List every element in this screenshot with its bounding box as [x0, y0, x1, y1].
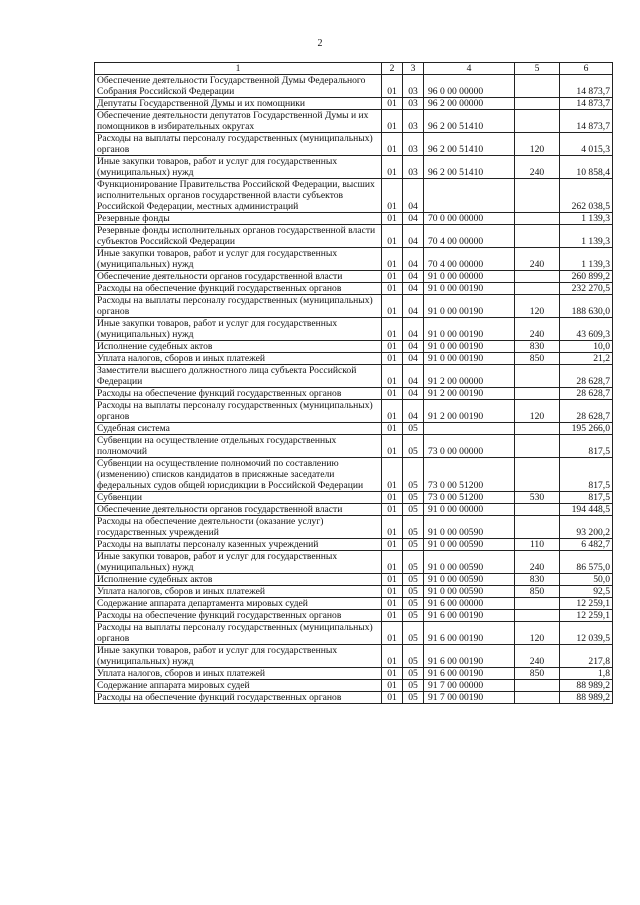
- budget-table: [94, 62, 613, 704]
- item-name-cell: Иные закупки товаров, работ и услуг для государственных (муниципальных) нужд: [95, 551, 382, 574]
- item-name-cell: Расходы на выплаты персоналу государственных (муниципальных) органов: [95, 622, 382, 645]
- amount-cell: 12 259,1: [560, 610, 613, 622]
- table-row: [95, 318, 613, 341]
- expense-type-cell: 120: [515, 622, 560, 645]
- subsection-code-cell: 04: [403, 353, 424, 365]
- target-article-cell: 91 0 00 00190: [424, 295, 515, 318]
- item-name-cell: Субвенции: [95, 492, 382, 504]
- subsection-code-cell: 05: [403, 622, 424, 645]
- target-article-cell: 91 2 00 00190: [424, 388, 515, 400]
- expense-type-cell: 240: [515, 248, 560, 271]
- item-name-cell: Иные закупки товаров, работ и услуг для государственных (муниципальных) нужд: [95, 248, 382, 271]
- table-row: [95, 458, 613, 492]
- table-row: [95, 365, 613, 388]
- target-article-cell: 91 0 00 00190: [424, 353, 515, 365]
- section-code-cell: 01: [382, 213, 403, 225]
- section-code-cell: 01: [382, 516, 403, 539]
- subsection-code-cell: 04: [403, 283, 424, 295]
- expense-type-cell: [515, 680, 560, 692]
- section-code-cell: 01: [382, 225, 403, 248]
- target-article-cell: 70 4 00 00000: [424, 248, 515, 271]
- amount-cell: 1,8: [560, 668, 613, 680]
- amount-cell: 10 858,4: [560, 156, 613, 179]
- item-name-cell: Содержание аппарата мировых судей: [95, 680, 382, 692]
- section-code-cell: 01: [382, 75, 403, 98]
- target-article-cell: 91 6 00 00190: [424, 645, 515, 668]
- section-code-cell: 01: [382, 458, 403, 492]
- subsection-code-cell: 05: [403, 598, 424, 610]
- item-name-cell: Расходы на обеспечение функций государственных органов: [95, 388, 382, 400]
- section-code-cell: 01: [382, 692, 403, 704]
- section-code-cell: 01: [382, 598, 403, 610]
- target-article-cell: 96 2 00 51410: [424, 110, 515, 133]
- target-article-cell: 91 0 00 00190: [424, 283, 515, 295]
- table-row: [95, 341, 613, 353]
- target-article-cell: 91 0 00 00000: [424, 504, 515, 516]
- amount-cell: 12 039,5: [560, 622, 613, 645]
- section-code-cell: 01: [382, 271, 403, 283]
- amount-cell: 50,0: [560, 574, 613, 586]
- table-row: [95, 668, 613, 680]
- target-article-cell: 73 0 00 00000: [424, 435, 515, 458]
- table-row: [95, 598, 613, 610]
- amount-cell: 14 873,7: [560, 75, 613, 98]
- item-name-cell: Уплата налогов, сборов и иных платежей: [95, 353, 382, 365]
- subsection-code-cell: 04: [403, 365, 424, 388]
- target-article-cell: 96 2 00 00000: [424, 98, 515, 110]
- section-code-cell: 01: [382, 492, 403, 504]
- amount-cell: 217,8: [560, 645, 613, 668]
- amount-cell: 93 200,2: [560, 516, 613, 539]
- item-name-cell: Иные закупки товаров, работ и услуг для государственных (муниципальных) нужд: [95, 645, 382, 668]
- item-name-cell: Расходы на обеспечение функций государственных органов: [95, 610, 382, 622]
- amount-cell: 188 630,0: [560, 295, 613, 318]
- subsection-code-cell: 04: [403, 388, 424, 400]
- header-row: [95, 63, 613, 75]
- section-code-cell: 01: [382, 610, 403, 622]
- expense-type-cell: [515, 179, 560, 213]
- expense-type-cell: 240: [515, 318, 560, 341]
- table-row: [95, 283, 613, 295]
- subsection-code-cell: 05: [403, 504, 424, 516]
- target-article-cell: 91 7 00 00000: [424, 680, 515, 692]
- table-body: [95, 75, 613, 704]
- amount-cell: 194 448,5: [560, 504, 613, 516]
- section-code-cell: 01: [382, 353, 403, 365]
- expense-type-cell: [515, 388, 560, 400]
- header-col-2: 2: [382, 63, 403, 75]
- expense-type-cell: [515, 365, 560, 388]
- table-row: [95, 435, 613, 458]
- subsection-code-cell: 04: [403, 400, 424, 423]
- item-name-cell: Иные закупки товаров, работ и услуг для государственных (муниципальных) нужд: [95, 318, 382, 341]
- target-article-cell: 91 6 00 00190: [424, 610, 515, 622]
- table-row: [95, 492, 613, 504]
- expense-type-cell: [515, 435, 560, 458]
- subsection-code-cell: 03: [403, 98, 424, 110]
- subsection-code-cell: 05: [403, 435, 424, 458]
- table-row: [95, 574, 613, 586]
- subsection-code-cell: 03: [403, 133, 424, 156]
- target-article-cell: 91 0 00 00190: [424, 341, 515, 353]
- expense-type-cell: [515, 692, 560, 704]
- target-article-cell: [424, 423, 515, 435]
- expense-type-cell: 110: [515, 539, 560, 551]
- target-article-cell: 70 0 00 00000: [424, 213, 515, 225]
- table-row: [95, 213, 613, 225]
- table-row: [95, 692, 613, 704]
- table-row: [95, 516, 613, 539]
- subsection-code-cell: 05: [403, 574, 424, 586]
- table-row: [95, 504, 613, 516]
- section-code-cell: 01: [382, 156, 403, 179]
- item-name-cell: Расходы на обеспечение деятельности (оказание услуг) государственных учреждений: [95, 516, 382, 539]
- target-article-cell: 91 6 00 00190: [424, 622, 515, 645]
- table-row: [95, 98, 613, 110]
- expense-type-cell: 240: [515, 551, 560, 574]
- target-article-cell: 73 0 00 51200: [424, 458, 515, 492]
- table-row: [95, 645, 613, 668]
- amount-cell: 88 989,2: [560, 680, 613, 692]
- expense-type-cell: [515, 110, 560, 133]
- section-code-cell: 01: [382, 110, 403, 133]
- item-name-cell: Исполнение судебных актов: [95, 574, 382, 586]
- expense-type-cell: [515, 458, 560, 492]
- table-row: [95, 423, 613, 435]
- header-col-4: 4: [424, 63, 515, 75]
- table-row: [95, 551, 613, 574]
- target-article-cell: 70 4 00 00000: [424, 225, 515, 248]
- item-name-cell: Расходы на выплаты персоналу казенных учреждений: [95, 539, 382, 551]
- subsection-code-cell: 05: [403, 610, 424, 622]
- section-code-cell: 01: [382, 341, 403, 353]
- expense-type-cell: 850: [515, 668, 560, 680]
- item-name-cell: Уплата налогов, сборов и иных платежей: [95, 586, 382, 598]
- section-code-cell: 01: [382, 668, 403, 680]
- table-row: [95, 680, 613, 692]
- expense-type-cell: [515, 504, 560, 516]
- amount-cell: 1 139,3: [560, 248, 613, 271]
- item-name-cell: Содержание аппарата департамента мировых судей: [95, 598, 382, 610]
- expense-type-cell: 850: [515, 586, 560, 598]
- subsection-code-cell: 04: [403, 248, 424, 271]
- target-article-cell: 91 2 00 00000: [424, 365, 515, 388]
- table-row: [95, 388, 613, 400]
- subsection-code-cell: 04: [403, 318, 424, 341]
- amount-cell: 817,5: [560, 458, 613, 492]
- subsection-code-cell: 04: [403, 179, 424, 213]
- amount-cell: 1 139,3: [560, 213, 613, 225]
- section-code-cell: 01: [382, 388, 403, 400]
- item-name-cell: Обеспечение деятельности Государственной Думы Федерального Собрания Российской Федерации: [95, 75, 382, 98]
- amount-cell: 195 266,0: [560, 423, 613, 435]
- amount-cell: 28 628,7: [560, 365, 613, 388]
- expense-type-cell: [515, 516, 560, 539]
- subsection-code-cell: 04: [403, 295, 424, 318]
- amount-cell: 817,5: [560, 435, 613, 458]
- header-col-6: 6: [560, 63, 613, 75]
- amount-cell: 28 628,7: [560, 388, 613, 400]
- subsection-code-cell: 05: [403, 551, 424, 574]
- subsection-code-cell: 03: [403, 75, 424, 98]
- table-row: [95, 295, 613, 318]
- page-number: 2: [317, 38, 323, 49]
- amount-cell: 14 873,7: [560, 98, 613, 110]
- item-name-cell: Расходы на обеспечение функций государственных органов: [95, 692, 382, 704]
- section-code-cell: 01: [382, 98, 403, 110]
- table-row: [95, 75, 613, 98]
- target-article-cell: 91 6 00 00190: [424, 668, 515, 680]
- item-name-cell: Обеспечение деятельности депутатов Государственной Думы и их помощников в избирательных округах: [95, 110, 382, 133]
- target-article-cell: 96 2 00 51410: [424, 133, 515, 156]
- target-article-cell: 91 0 00 00590: [424, 516, 515, 539]
- table-row: [95, 133, 613, 156]
- expense-type-cell: 850: [515, 353, 560, 365]
- amount-cell: 262 038,5: [560, 179, 613, 213]
- target-article-cell: 96 2 00 51410: [424, 156, 515, 179]
- target-article-cell: 96 0 00 00000: [424, 75, 515, 98]
- subsection-code-cell: 05: [403, 458, 424, 492]
- amount-cell: 43 609,3: [560, 318, 613, 341]
- section-code-cell: 01: [382, 435, 403, 458]
- table-row: [95, 539, 613, 551]
- subsection-code-cell: 05: [403, 539, 424, 551]
- amount-cell: 92,5: [560, 586, 613, 598]
- subsection-code-cell: 04: [403, 271, 424, 283]
- item-name-cell: Субвенции на осуществление отдельных государственных полномочий: [95, 435, 382, 458]
- amount-cell: 4 015,3: [560, 133, 613, 156]
- item-name-cell: Судебная система: [95, 423, 382, 435]
- subsection-code-cell: 05: [403, 492, 424, 504]
- table-row: [95, 225, 613, 248]
- table-row: [95, 271, 613, 283]
- target-article-cell: 73 0 00 51200: [424, 492, 515, 504]
- item-name-cell: Расходы на выплаты персоналу государственных (муниципальных) органов: [95, 133, 382, 156]
- item-name-cell: Обеспечение деятельности органов государственной власти: [95, 504, 382, 516]
- expense-type-cell: [515, 271, 560, 283]
- table-row: [95, 110, 613, 133]
- header-col-3: 3: [403, 63, 424, 75]
- expense-type-cell: [515, 98, 560, 110]
- expense-type-cell: [515, 225, 560, 248]
- section-code-cell: 01: [382, 400, 403, 423]
- amount-cell: 6 482,7: [560, 539, 613, 551]
- expense-type-cell: 830: [515, 341, 560, 353]
- header-col-5: 5: [515, 63, 560, 75]
- item-name-cell: Исполнение судебных актов: [95, 341, 382, 353]
- item-name-cell: Заместители высшего должностного лица субъекта Российской Федерации: [95, 365, 382, 388]
- item-name-cell: Иные закупки товаров, работ и услуг для государственных (муниципальных) нужд: [95, 156, 382, 179]
- table-row: [95, 400, 613, 423]
- section-code-cell: 01: [382, 586, 403, 598]
- table-row: [95, 156, 613, 179]
- expense-type-cell: 830: [515, 574, 560, 586]
- subsection-code-cell: 03: [403, 110, 424, 133]
- table-row: [95, 586, 613, 598]
- section-code-cell: 01: [382, 574, 403, 586]
- amount-cell: 14 873,7: [560, 110, 613, 133]
- table-row: [95, 179, 613, 213]
- amount-cell: 260 899,2: [560, 271, 613, 283]
- item-name-cell: Резервные фонды исполнительных органов государственной власти субъектов Российской Федерации: [95, 225, 382, 248]
- item-name-cell: Резервные фонды: [95, 213, 382, 225]
- section-code-cell: 01: [382, 133, 403, 156]
- amount-cell: 10,0: [560, 341, 613, 353]
- subsection-code-cell: 05: [403, 680, 424, 692]
- section-code-cell: 01: [382, 539, 403, 551]
- expense-type-cell: 120: [515, 295, 560, 318]
- amount-cell: 86 575,0: [560, 551, 613, 574]
- item-name-cell: Расходы на выплаты персоналу государственных (муниципальных) органов: [95, 295, 382, 318]
- amount-cell: 1 139,3: [560, 225, 613, 248]
- subsection-code-cell: 05: [403, 586, 424, 598]
- amount-cell: 817,5: [560, 492, 613, 504]
- item-name-cell: Расходы на обеспечение функций государственных органов: [95, 283, 382, 295]
- section-code-cell: 01: [382, 622, 403, 645]
- target-article-cell: 91 0 00 00590: [424, 539, 515, 551]
- amount-cell: 28 628,7: [560, 400, 613, 423]
- table-row: [95, 248, 613, 271]
- section-code-cell: 01: [382, 504, 403, 516]
- amount-cell: 232 270,5: [560, 283, 613, 295]
- amount-cell: 21,2: [560, 353, 613, 365]
- expense-type-cell: 530: [515, 492, 560, 504]
- amount-cell: 12 259,1: [560, 598, 613, 610]
- section-code-cell: 01: [382, 365, 403, 388]
- target-article-cell: 91 0 00 00190: [424, 318, 515, 341]
- subsection-code-cell: 05: [403, 668, 424, 680]
- item-name-cell: Уплата налогов, сборов и иных платежей: [95, 668, 382, 680]
- amount-cell: 88 989,2: [560, 692, 613, 704]
- expense-type-cell: [515, 610, 560, 622]
- item-name-cell: Депутаты Государственной Думы и их помощники: [95, 98, 382, 110]
- subsection-code-cell: 04: [403, 225, 424, 248]
- expense-type-cell: [515, 598, 560, 610]
- header-col-1: 1: [95, 63, 382, 75]
- item-name-cell: Субвенции на осуществление полномочий по составлению (изменению) списков кандидатов в присяжные заседатели федеральных судов общей юрисдикции в Российской Федерации: [95, 458, 382, 492]
- table-row: [95, 622, 613, 645]
- section-code-cell: 01: [382, 283, 403, 295]
- target-article-cell: 91 7 00 00190: [424, 692, 515, 704]
- section-code-cell: 01: [382, 645, 403, 668]
- item-name-cell: Расходы на выплаты персоналу государственных (муниципальных) органов: [95, 400, 382, 423]
- table-row: [95, 353, 613, 365]
- target-article-cell: 91 6 00 00000: [424, 598, 515, 610]
- section-code-cell: 01: [382, 680, 403, 692]
- target-article-cell: 91 2 00 00190: [424, 400, 515, 423]
- expense-type-cell: [515, 423, 560, 435]
- section-code-cell: 01: [382, 423, 403, 435]
- target-article-cell: [424, 179, 515, 213]
- subsection-code-cell: 04: [403, 213, 424, 225]
- subsection-code-cell: 05: [403, 423, 424, 435]
- expense-type-cell: 120: [515, 133, 560, 156]
- section-code-cell: 01: [382, 551, 403, 574]
- item-name-cell: Обеспечение деятельности органов государственной власти: [95, 271, 382, 283]
- expense-type-cell: [515, 283, 560, 295]
- expense-type-cell: [515, 213, 560, 225]
- expense-type-cell: [515, 75, 560, 98]
- expense-type-cell: 120: [515, 400, 560, 423]
- section-code-cell: 01: [382, 318, 403, 341]
- expense-type-cell: 240: [515, 156, 560, 179]
- target-article-cell: 91 0 00 00590: [424, 574, 515, 586]
- target-article-cell: 91 0 00 00590: [424, 586, 515, 598]
- section-code-cell: 01: [382, 295, 403, 318]
- subsection-code-cell: 03: [403, 156, 424, 179]
- target-article-cell: 91 0 00 00590: [424, 551, 515, 574]
- section-code-cell: 01: [382, 248, 403, 271]
- target-article-cell: 91 0 00 00000: [424, 271, 515, 283]
- section-code-cell: 01: [382, 179, 403, 213]
- subsection-code-cell: 05: [403, 516, 424, 539]
- subsection-code-cell: 05: [403, 645, 424, 668]
- subsection-code-cell: 05: [403, 692, 424, 704]
- item-name-cell: Функционирование Правительства Российской Федерации, высших исполнительных органов государственной власти субъектов Российской Федерации, местных администраций: [95, 179, 382, 213]
- expense-type-cell: 240: [515, 645, 560, 668]
- table-row: [95, 610, 613, 622]
- subsection-code-cell: 04: [403, 341, 424, 353]
